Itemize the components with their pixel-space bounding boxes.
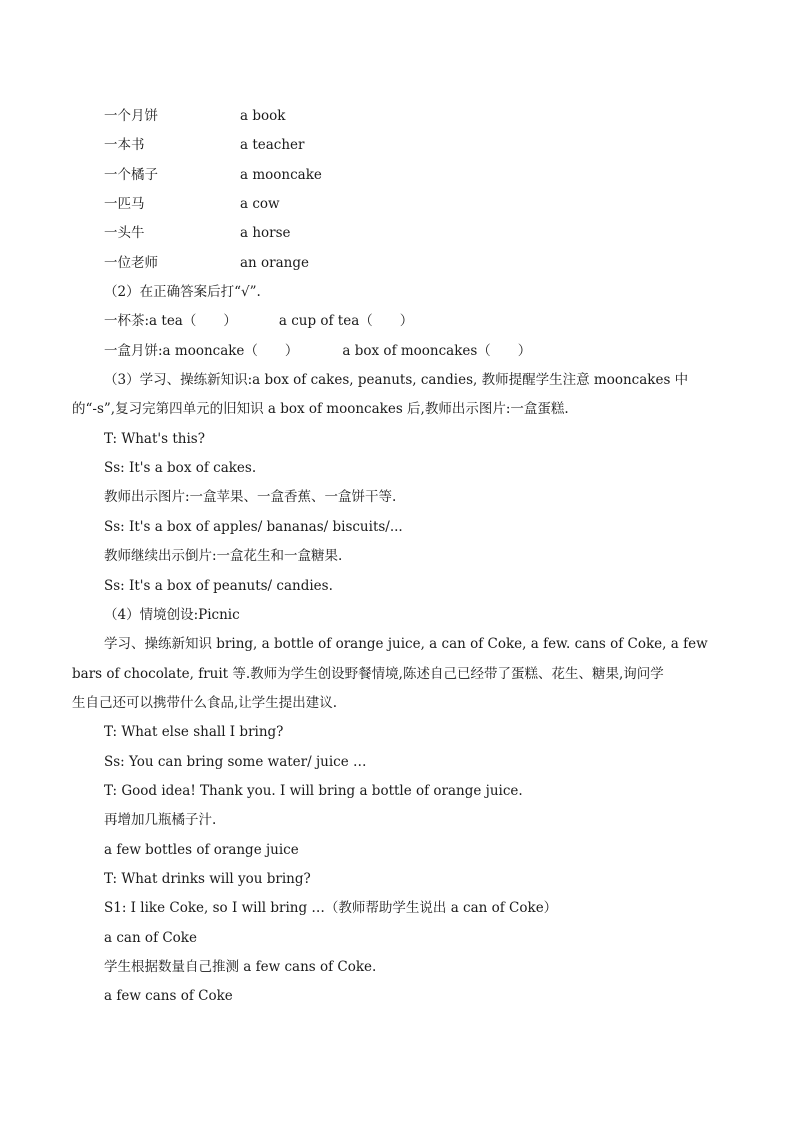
instruction-line: 学生根据数量自己推测 a few cans of Coke. — [104, 959, 377, 975]
phrase-line: a can of Coke — [104, 930, 197, 946]
section3-paragraph-line1: （3）学习、操练新知识:a box of cakes, peanuts, candies, 教师提醒学生注意 mooncakes 中 — [104, 372, 689, 388]
q1-label: 一杯茶:a tea（ ） — [104, 313, 237, 329]
matching-en: a horse — [240, 225, 291, 241]
instruction-line: 教师出示图片:一盒苹果、一盒香蕉、一盒饼干等. — [104, 489, 397, 505]
section4-paragraph-line2: bars of chocolate, fruit 等.教师为学生创设野餐情境,陈述自己已经带了蛋糕、花生、糖果,询问学 — [72, 666, 664, 682]
matching-cn: 一位老师 — [104, 255, 158, 271]
phrase-line: a few cans of Coke — [104, 988, 233, 1004]
matching-en: a book — [240, 108, 286, 124]
matching-en: a teacher — [240, 137, 305, 153]
instruction-line: 教师继续出示倒片:一盒花生和一盒糖果. — [104, 548, 343, 564]
matching-row — [104, 223, 724, 243]
matching-row — [104, 194, 724, 214]
dialogue-line: S1: I like Coke, so I will bring …（教师帮助学生说出 a can of Coke） — [104, 900, 558, 916]
matching-cn: 一匹马 — [104, 196, 145, 212]
section4-paragraph-line3: 生自己还可以携带什么食品,让学生提出建议. — [72, 695, 338, 711]
section2-question-2 — [104, 341, 724, 361]
section2-question-1 — [104, 311, 724, 331]
matching-cn: 一个月饼 — [104, 108, 158, 124]
matching-row — [104, 165, 724, 185]
dialogue-line: Ss: It's a box of cakes. — [104, 460, 257, 476]
matching-row — [104, 106, 724, 126]
phrase-line: a few bottles of orange juice — [104, 842, 299, 858]
matching-row — [104, 253, 724, 273]
dialogue-line: Ss: It's a box of peanuts/ candies. — [104, 578, 333, 594]
section3-paragraph-line2: 的“-s”,复习完第四单元的旧知识 a box of mooncakes 后,教师出示图片:一盒蛋糕. — [72, 401, 569, 417]
dialogue-line: T: What's this? — [104, 431, 205, 447]
q2-option: a box of mooncakes（ ） — [342, 343, 532, 359]
matching-en: an orange — [240, 255, 309, 271]
dialogue-line: Ss: It's a box of apples/ bananas/ biscuits/... — [104, 519, 403, 535]
instruction-line: 再增加几瓶橘子汁. — [104, 812, 217, 828]
matching-row — [104, 135, 724, 155]
section2-heading: （2）在正确答案后打“√”. — [104, 284, 261, 300]
matching-cn: 一本书 — [104, 137, 145, 153]
dialogue-line: T: What drinks will you bring? — [104, 871, 311, 887]
matching-cn: 一头牛 — [104, 225, 145, 241]
section4-paragraph-line1: 学习、操练新知识 bring, a bottle of orange juice, a can of Coke, a few. cans of Coke, a few — [104, 636, 708, 652]
dialogue-line: Ss: You can bring some water/ juice … — [104, 754, 367, 770]
dialogue-line: T: What else shall I bring? — [104, 724, 284, 740]
q2-label: 一盒月饼:a mooncake（ ） — [104, 343, 299, 359]
matching-cn: 一个橘子 — [104, 167, 158, 183]
q1-option: a cup of tea（ ） — [278, 313, 414, 329]
matching-en: a cow — [240, 196, 280, 212]
section4-heading: （4）情境创设:Picnic — [104, 607, 240, 623]
dialogue-line: T: Good idea! Thank you. I will bring a bottle of orange juice. — [104, 783, 523, 799]
matching-en: a mooncake — [240, 167, 322, 183]
